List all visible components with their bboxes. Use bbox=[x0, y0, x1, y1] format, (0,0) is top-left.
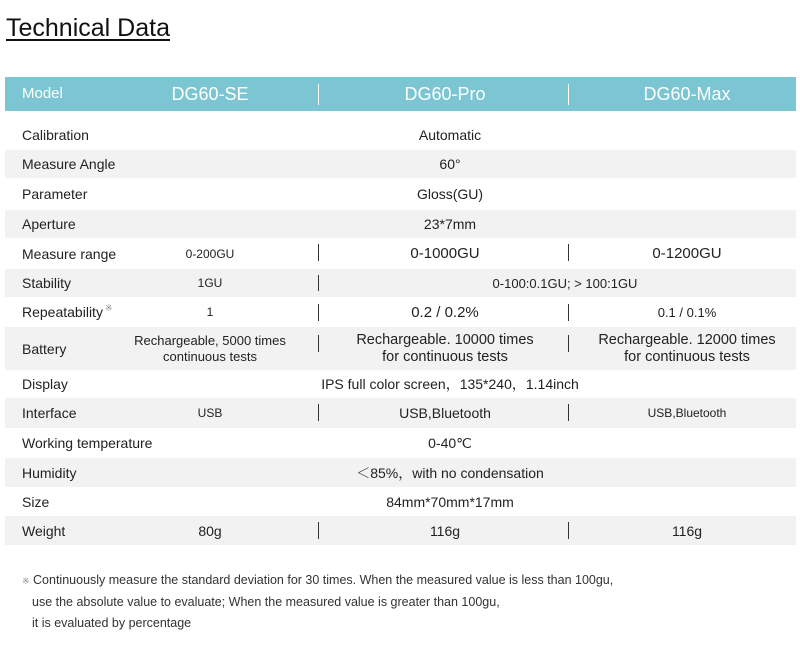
footnote-line1 bbox=[22, 570, 613, 592]
column-divider bbox=[568, 304, 569, 321]
row-label: Calibration bbox=[22, 127, 89, 143]
column-divider bbox=[568, 244, 569, 261]
value-max-line1: Rechargeable. 12000 times bbox=[598, 331, 776, 348]
row-label: Battery bbox=[22, 340, 67, 357]
row-label: Measure Angle bbox=[22, 156, 116, 172]
table-row-weight bbox=[5, 516, 796, 545]
value-max bbox=[577, 327, 797, 370]
value-se bbox=[115, 327, 305, 370]
table-row-calibration bbox=[5, 120, 796, 150]
row-label: Humidity bbox=[22, 464, 77, 481]
value-pro: 0.2 / 0.2% bbox=[411, 303, 479, 321]
table-row-stability bbox=[5, 269, 796, 297]
value-max: USB,Bluetooth bbox=[647, 406, 727, 420]
column-divider bbox=[568, 335, 569, 352]
row-value: 84mm*70mm*17mm bbox=[386, 493, 514, 510]
value-max-line2: for continuous tests bbox=[624, 348, 750, 365]
value-se: 1GU bbox=[197, 276, 223, 290]
table-header bbox=[5, 77, 796, 111]
value-se-line1: Rechargeable, 5000 times bbox=[134, 332, 286, 348]
footnote-marker: ※ bbox=[104, 302, 113, 313]
table-row-display bbox=[5, 370, 796, 398]
column-divider bbox=[318, 244, 319, 261]
table-row-aperture bbox=[5, 210, 796, 238]
model-header-max: DG60-Max bbox=[643, 84, 731, 104]
column-divider bbox=[318, 404, 319, 421]
value-pro: USB,Bluetooth bbox=[399, 405, 491, 421]
table-row-humidity bbox=[5, 458, 796, 487]
value-pro-max: 0-100:0.1GU; > 100:1GU bbox=[492, 275, 638, 291]
column-divider bbox=[568, 522, 569, 539]
row-label: Working temperature bbox=[22, 435, 153, 451]
row-label: Stability bbox=[22, 275, 72, 291]
table-row-battery bbox=[5, 327, 796, 370]
footnote bbox=[22, 570, 613, 634]
value-se: 0-200GU bbox=[185, 246, 235, 261]
column-divider bbox=[318, 304, 319, 321]
value-pro: 116g bbox=[429, 522, 461, 539]
table-row-range bbox=[5, 238, 796, 269]
row-label: Aperture bbox=[22, 216, 76, 232]
value-se-line2: continuous tests bbox=[163, 348, 257, 364]
table-row-angle bbox=[5, 150, 796, 178]
row-value: Automatic bbox=[418, 127, 482, 143]
value-se: 80g bbox=[198, 522, 222, 539]
row-label: Parameter bbox=[22, 186, 88, 202]
row-label-text: Repeatability bbox=[22, 304, 103, 320]
table-row-size bbox=[5, 487, 796, 516]
row-value: Gloss(GU) bbox=[416, 186, 484, 202]
value-pro bbox=[325, 327, 565, 370]
column-divider bbox=[318, 522, 319, 539]
row-value: 23*7mm bbox=[423, 216, 477, 232]
header-divider bbox=[318, 84, 319, 105]
table-row-interface bbox=[5, 398, 796, 428]
column-divider bbox=[318, 275, 319, 291]
footnote-line3: it is evaluated by percentage bbox=[32, 616, 192, 630]
table-row-parameter bbox=[5, 178, 796, 210]
row-value: 60° bbox=[439, 156, 461, 172]
value-max: 0-1200GU bbox=[652, 245, 722, 262]
value-max: 116g bbox=[671, 522, 703, 539]
value-pro: 0-1000GU bbox=[410, 245, 480, 262]
column-divider bbox=[568, 404, 569, 421]
table-row-repeatability bbox=[5, 297, 796, 327]
footnote-line2: use the absolute value to evaluate; When the measured value is greater than 100gu, bbox=[32, 595, 500, 609]
row-label bbox=[22, 297, 112, 327]
row-value: 0-40℃ bbox=[428, 434, 472, 451]
header-divider bbox=[568, 84, 569, 105]
column-divider bbox=[318, 335, 319, 352]
footnote-mark: ※ bbox=[22, 576, 30, 586]
model-header-se: DG60-SE bbox=[171, 84, 249, 104]
row-label: Size bbox=[22, 493, 50, 510]
value-pro-line1: Rechargeable. 10000 times bbox=[356, 331, 534, 348]
row-label: Interface bbox=[22, 405, 77, 421]
footnote-text: Continuously measure the standard deviation for 30 times. When the measured value is less than 100gu, bbox=[33, 573, 614, 587]
value-pro-line2: for continuous tests bbox=[382, 348, 508, 365]
value-max: 0.1 / 0.1% bbox=[657, 304, 717, 320]
row-label: Display bbox=[22, 376, 68, 392]
model-header-label: Model bbox=[22, 85, 63, 102]
value-se: USB bbox=[197, 406, 223, 420]
row-label: Measure range bbox=[22, 245, 117, 262]
value-se: 1 bbox=[206, 305, 214, 319]
table-row-temperature bbox=[5, 428, 796, 458]
page-title: Technical Data bbox=[6, 14, 170, 42]
row-label: Weight bbox=[22, 522, 66, 539]
model-header-pro: DG60-Pro bbox=[404, 84, 486, 104]
row-value: IPS full color screen，135*240，1.14inch bbox=[321, 376, 579, 392]
row-value: ＜85%，with no condensation bbox=[356, 464, 544, 481]
